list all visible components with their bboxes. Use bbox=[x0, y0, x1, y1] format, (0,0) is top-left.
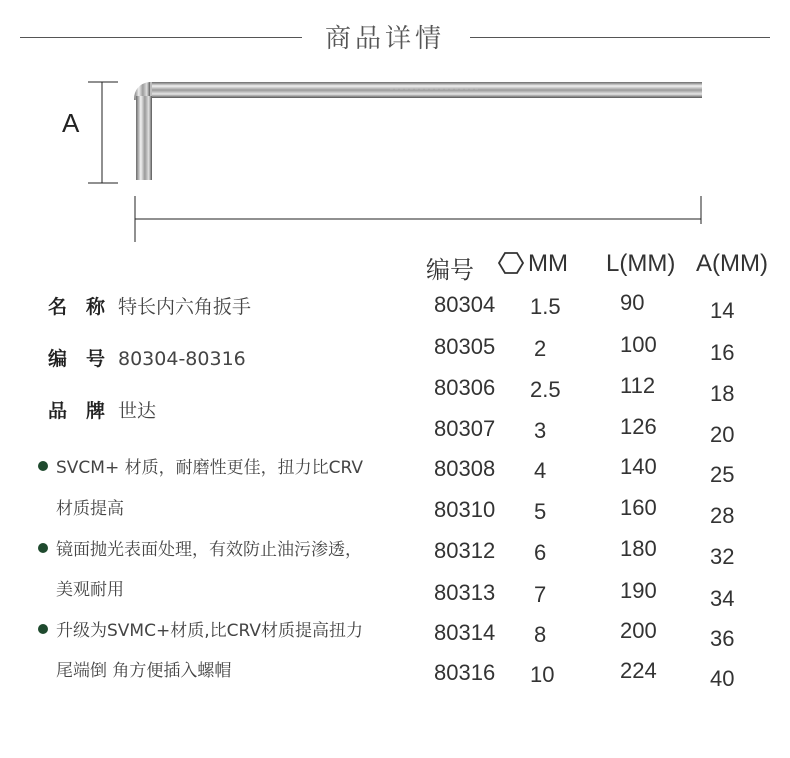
bullet-icon bbox=[38, 543, 48, 553]
spec-value: 世达 bbox=[118, 400, 157, 422]
cell-hex: 8 bbox=[534, 622, 547, 647]
cell-a: 40 bbox=[710, 666, 735, 691]
cell-a: 34 bbox=[710, 586, 735, 611]
cell-code: 80312 bbox=[434, 538, 496, 563]
cell-hex: 6 bbox=[534, 540, 547, 565]
cell-code: 80305 bbox=[434, 334, 496, 359]
feature-text-cont: 美观耐用 bbox=[56, 580, 124, 600]
cell-hex: 4 bbox=[534, 458, 547, 483]
cell-a: 14 bbox=[710, 298, 735, 323]
col-header-l: L(MM) bbox=[606, 250, 676, 277]
cell-code: 80308 bbox=[434, 456, 496, 481]
cell-hex: 10 bbox=[530, 662, 555, 687]
bullet-icon bbox=[38, 461, 48, 471]
cell-code: 80314 bbox=[434, 620, 496, 645]
cell-code: 80307 bbox=[434, 416, 496, 441]
cell-l: 112 bbox=[620, 373, 656, 398]
cell-l: 160 bbox=[620, 495, 657, 520]
feature-item bbox=[38, 616, 363, 641]
spec-value: 特长内六角扳手 bbox=[118, 296, 252, 318]
cell-a: 18 bbox=[710, 381, 735, 406]
cell-l: 100 bbox=[620, 332, 657, 357]
col-header-hex-label: MM bbox=[528, 250, 568, 277]
cell-a: 32 bbox=[710, 544, 735, 569]
bullet-icon bbox=[38, 624, 48, 634]
spec-key: 编 号 bbox=[48, 348, 106, 370]
col-header-code: 编号 bbox=[426, 257, 474, 284]
spec-key: 品 牌 bbox=[48, 400, 106, 422]
cell-hex: 1.5 bbox=[530, 294, 561, 319]
hexagon-icon bbox=[498, 251, 524, 275]
cell-l: 140 bbox=[620, 454, 657, 479]
cell-l: 224 bbox=[620, 658, 657, 683]
cell-hex: 3 bbox=[534, 418, 547, 443]
cell-code: 80313 bbox=[434, 580, 496, 605]
feature-text: SVCM+ 材质，耐磨性更佳，扭力比CRV bbox=[56, 458, 363, 478]
col-header-a: A(MM) bbox=[696, 250, 768, 277]
spec-value: 80304-80316 bbox=[118, 348, 246, 370]
cell-code: 80304 bbox=[434, 292, 496, 317]
page-title: 商品详情 bbox=[324, 24, 445, 54]
cell-code: 80310 bbox=[434, 497, 496, 522]
feature-text-cont: 材质提高 bbox=[56, 499, 124, 519]
dim-a-label: A bbox=[62, 108, 80, 138]
spec-brand-row bbox=[48, 396, 156, 423]
spec-code-row bbox=[48, 344, 246, 371]
cell-hex: 5 bbox=[534, 499, 547, 524]
feature-text: 镜面抛光表面处理，有效防止油污渗透， bbox=[56, 540, 362, 560]
cell-a: 20 bbox=[710, 422, 735, 447]
cell-a: 16 bbox=[710, 340, 735, 365]
feature-item bbox=[38, 453, 363, 478]
hex-key-short-arm bbox=[136, 96, 152, 180]
feature-text: 升级为SVMC+材质,比CRV材质提高扭力 bbox=[56, 621, 363, 641]
cell-hex: 7 bbox=[534, 582, 547, 607]
col-header-hex bbox=[498, 250, 568, 278]
cell-l: 90 bbox=[620, 290, 645, 315]
cell-code: 80316 bbox=[434, 660, 496, 685]
cell-l: 200 bbox=[620, 618, 657, 643]
feature-item bbox=[38, 535, 362, 560]
hex-key-long-arm bbox=[150, 82, 702, 98]
cell-l: 126 bbox=[620, 414, 657, 439]
cell-l: 190 bbox=[620, 578, 657, 603]
cell-hex: 2.5 bbox=[530, 377, 561, 402]
feature-text-cont: 尾端倒 角方便插入螺帽 bbox=[56, 661, 232, 681]
hex-key-diagram bbox=[0, 0, 790, 250]
cell-a: 25 bbox=[710, 462, 735, 487]
cell-hex: 2 bbox=[534, 336, 547, 361]
cell-l: 180 bbox=[620, 536, 657, 561]
spec-key: 名 称 bbox=[48, 296, 106, 318]
spec-name-row bbox=[48, 292, 251, 319]
cell-a: 28 bbox=[710, 503, 735, 528]
cell-a: 36 bbox=[710, 626, 735, 651]
cell-code: 80306 bbox=[434, 375, 496, 400]
